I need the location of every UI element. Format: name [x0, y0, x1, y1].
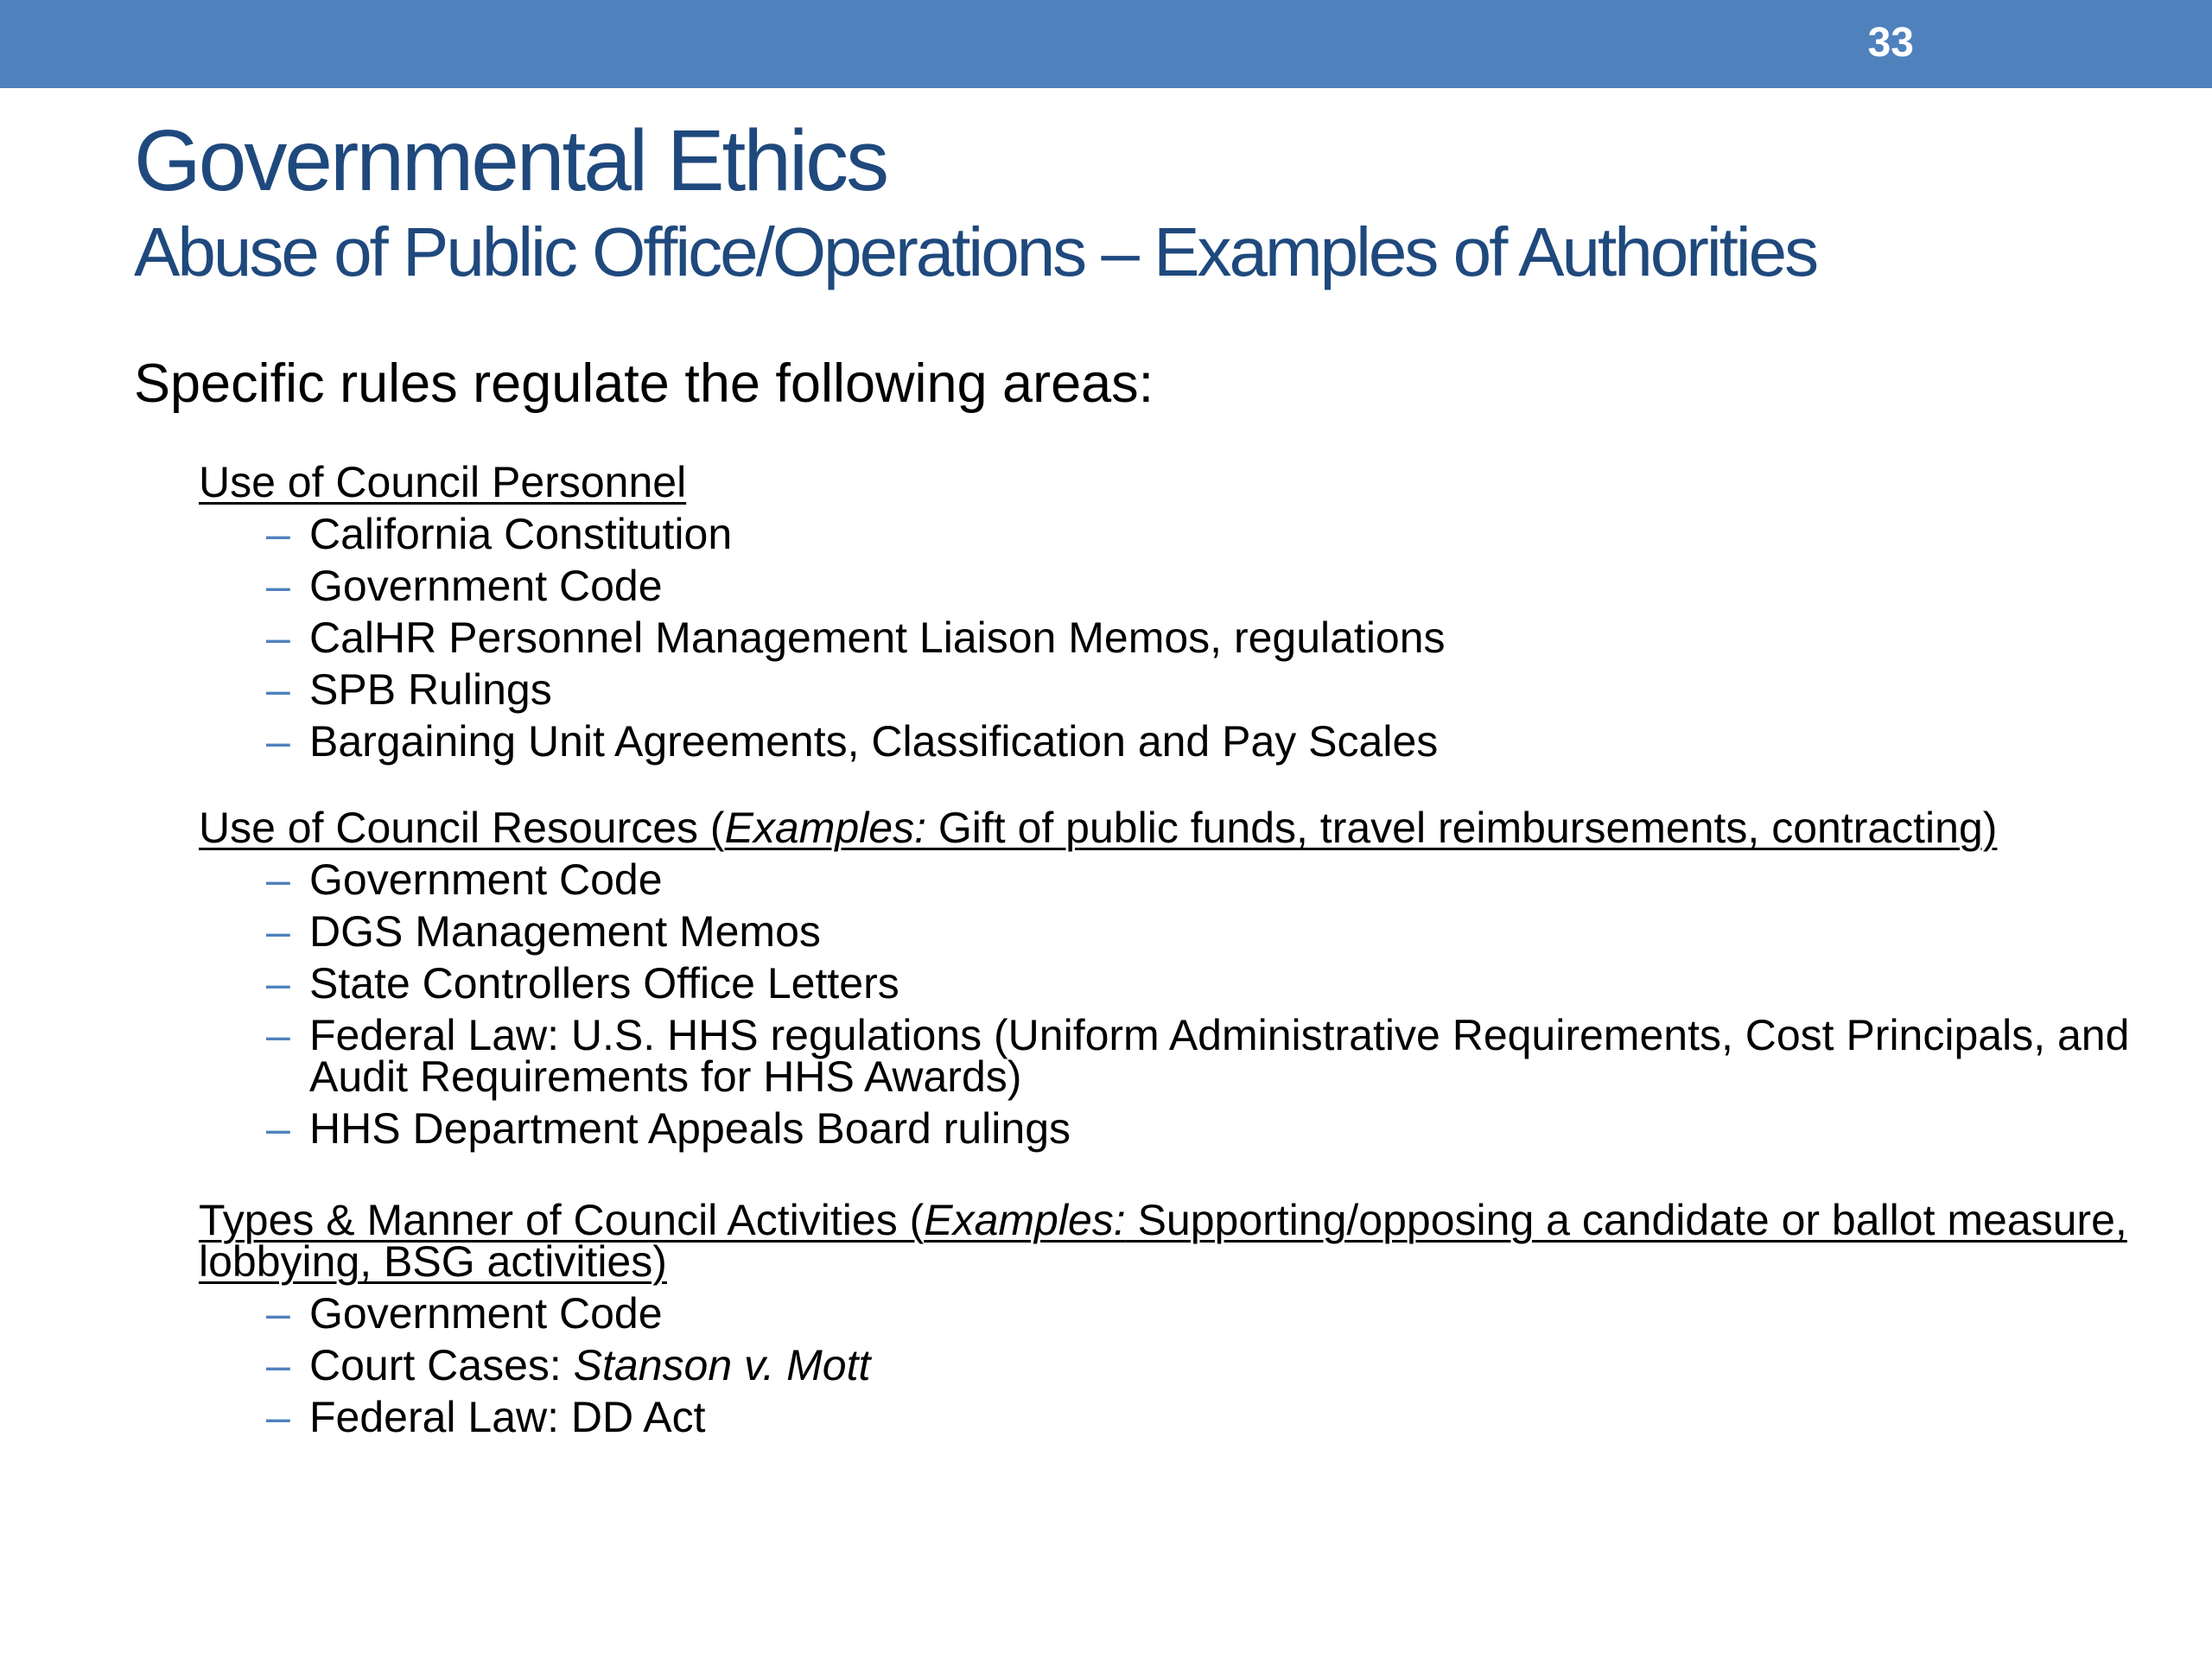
dash-bullet-icon: – — [266, 959, 290, 1007]
header-bar — [0, 0, 2212, 88]
list-item — [199, 510, 2143, 558]
section-council-resources — [199, 804, 2143, 1153]
list-item — [199, 1393, 2143, 1441]
list-item — [199, 1011, 2143, 1101]
list-item — [199, 907, 2143, 956]
list-item — [199, 613, 2143, 662]
section-heading — [199, 1196, 2143, 1286]
list-item — [199, 1289, 2143, 1338]
section-heading-detail: Supporting/opposing a candidate or ballot measure, lobbying, BSG activities) — [199, 1196, 2127, 1286]
list-item-text: Federal Law: U.S. HHS regulations (Uniform Administrative Requirements, Cost Principals, and Audit Requirements for HHS Awards) — [309, 1011, 2130, 1101]
section-heading-examples: Examples: — [924, 1196, 1126, 1244]
list-item-text: State Controllers Office Letters — [309, 959, 899, 1007]
dash-bullet-icon: – — [266, 1104, 290, 1153]
list-item — [199, 665, 2143, 714]
section-heading-text: Types & Manner of Council Activities ( — [199, 1196, 925, 1244]
section-council-personnel — [199, 458, 2143, 766]
list-item — [199, 1341, 2143, 1389]
list-item-text: Bargaining Unit Agreements, Classification and Pay Scales — [309, 717, 1439, 766]
list-item-text: Court Cases: — [309, 1341, 574, 1389]
slide-subtitle: Abuse of Public Office/Operations – Examples of Authorities — [134, 213, 1817, 290]
section-heading-text: Use of Council Personnel — [199, 458, 687, 506]
list-item — [199, 855, 2143, 904]
dash-bullet-icon: – — [266, 1011, 290, 1059]
intro-text: Specific rules regulate the following areas: — [134, 353, 1154, 414]
list-item-text: HHS Department Appeals Board rulings — [309, 1104, 1071, 1153]
dash-bullet-icon: – — [266, 1341, 290, 1389]
section-heading — [199, 458, 2143, 506]
dash-bullet-icon: – — [266, 510, 290, 558]
dash-bullet-icon: – — [266, 562, 290, 610]
list-item-text: Federal Law: DD Act — [309, 1393, 706, 1441]
section-heading-examples: Examples: — [724, 804, 927, 852]
dash-bullet-icon: – — [266, 665, 290, 714]
dash-bullet-icon: – — [266, 855, 290, 904]
list-item — [199, 959, 2143, 1007]
list-item-text: CalHR Personnel Management Liaison Memos, regulations — [309, 613, 1446, 662]
list-item — [199, 1104, 2143, 1153]
section-council-activities — [199, 1196, 2143, 1441]
list-item — [199, 717, 2143, 766]
list-item-text: DGS Management Memos — [309, 907, 821, 956]
authority-list — [199, 855, 2143, 1153]
list-item-text: Government Code — [309, 562, 663, 610]
dash-bullet-icon: – — [266, 717, 290, 766]
slide-number: 33 — [1867, 20, 1914, 66]
dash-bullet-icon: – — [266, 613, 290, 662]
dash-bullet-icon: – — [266, 1289, 290, 1338]
dash-bullet-icon: – — [266, 907, 290, 956]
authority-list — [199, 1289, 2143, 1441]
list-item-text: Government Code — [309, 1289, 663, 1338]
list-item-text: SPB Rulings — [309, 665, 552, 714]
slide-title: Governmental Ethics — [134, 112, 887, 209]
list-item-text: Government Code — [309, 855, 663, 904]
section-heading-text: Use of Council Resources ( — [199, 804, 725, 852]
dash-bullet-icon: – — [266, 1393, 290, 1441]
authority-list — [199, 510, 2143, 766]
section-heading-detail: Gift of public funds, travel reimbursements, contracting) — [926, 804, 1998, 852]
list-item-text: California Constitution — [309, 510, 733, 558]
section-heading — [199, 804, 2143, 852]
list-item — [199, 562, 2143, 610]
case-name-text: Stanson v. Mott — [573, 1341, 871, 1389]
